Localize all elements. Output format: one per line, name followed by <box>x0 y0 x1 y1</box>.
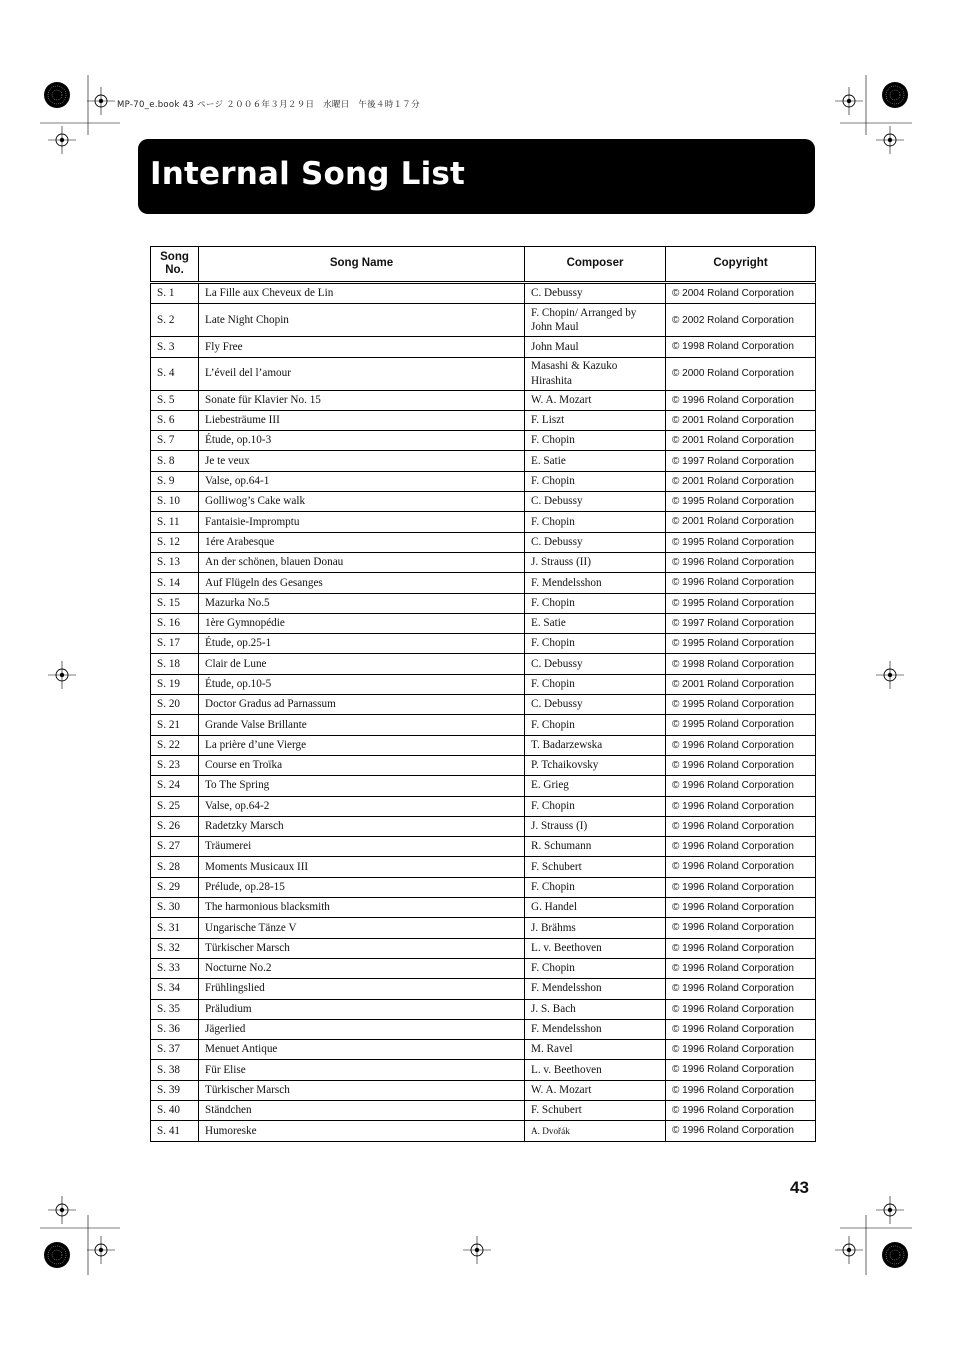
copyright-cell: © 1995 Roland Corporation <box>666 695 816 715</box>
table-row <box>151 471 816 491</box>
table-row <box>151 1019 816 1039</box>
table-row <box>151 755 816 775</box>
table-row <box>151 958 816 978</box>
composer-cell: F. Chopin <box>525 431 666 451</box>
composer-cell: F. Chopin <box>525 674 666 694</box>
copyright-cell: © 1996 Roland Corporation <box>666 390 816 410</box>
table-header-row <box>151 247 816 283</box>
copyright-cell: © 1998 Roland Corporation <box>666 337 816 357</box>
composer-cell: F. Mendelsshon <box>525 573 666 593</box>
song-number-cell: S. 3 <box>151 337 199 357</box>
composer-cell: J. S. Bach <box>525 999 666 1019</box>
song-name-cell: 1ère Gymnopédie <box>199 613 525 633</box>
print-meta-header: MP-70_e.book 43 ページ ２００６年３月２９日 水曜日 午後４時１７分 <box>117 100 420 110</box>
song-name-cell: La Fille aux Cheveux de Lin <box>199 283 525 304</box>
composer-cell: F. Mendelsshon <box>525 979 666 999</box>
copyright-cell: © 1996 Roland Corporation <box>666 1080 816 1100</box>
composer-cell: L. v. Beethoven <box>525 938 666 958</box>
composer-cell: W. A. Mozart <box>525 1080 666 1100</box>
song-name-cell: Türkischer Marsch <box>199 1080 525 1100</box>
song-name-cell: Clair de Lune <box>199 654 525 674</box>
song-name-cell: Sonate für Klavier No. 15 <box>199 390 525 410</box>
table-row <box>151 552 816 572</box>
song-name-cell: Valse, op.64-1 <box>199 471 525 491</box>
song-name-cell: Golliwog’s Cake walk <box>199 492 525 512</box>
song-number-cell: S. 8 <box>151 451 199 471</box>
copyright-cell: © 2004 Roland Corporation <box>666 283 816 304</box>
table-row <box>151 918 816 938</box>
copyright-cell: © 1995 Roland Corporation <box>666 492 816 512</box>
composer-cell: F. Mendelsshon <box>525 1019 666 1039</box>
table-row <box>151 979 816 999</box>
table-row <box>151 431 816 451</box>
composer-cell: C. Debussy <box>525 695 666 715</box>
table-row <box>151 634 816 654</box>
table-row <box>151 715 816 735</box>
copyright-cell: © 2001 Roland Corporation <box>666 471 816 491</box>
composer-cell: F. Schubert <box>525 1100 666 1120</box>
song-name-cell: Fantaisie-Impromptu <box>199 512 525 532</box>
song-number-cell: S. 18 <box>151 654 199 674</box>
table-row <box>151 1121 816 1141</box>
song-number-cell: S. 16 <box>151 613 199 633</box>
table-row <box>151 1040 816 1060</box>
song-name-cell: To The Spring <box>199 776 525 796</box>
song-number-cell: S. 13 <box>151 552 199 572</box>
composer-cell: F. Schubert <box>525 857 666 877</box>
composer-cell: M. Ravel <box>525 1040 666 1060</box>
table-row <box>151 304 816 337</box>
table-row <box>151 837 816 857</box>
song-number-cell: S. 39 <box>151 1080 199 1100</box>
song-name-cell: Radetzky Marsch <box>199 816 525 836</box>
composer-cell: John Maul <box>525 337 666 357</box>
song-number-cell: S. 34 <box>151 979 199 999</box>
song-number-cell: S. 41 <box>151 1121 199 1141</box>
song-name-cell: Étude, op.10-5 <box>199 674 525 694</box>
copyright-cell: © 1996 Roland Corporation <box>666 999 816 1019</box>
song-number-cell: S. 1 <box>151 283 199 304</box>
copyright-cell: © 1996 Roland Corporation <box>666 776 816 796</box>
song-name-cell: Auf Flügeln des Gesanges <box>199 573 525 593</box>
copyright-cell: © 2001 Roland Corporation <box>666 431 816 451</box>
song-list-body <box>151 283 816 1142</box>
composer-cell: F. Chopin <box>525 796 666 816</box>
table-row <box>151 1100 816 1120</box>
song-number-cell: S. 20 <box>151 695 199 715</box>
song-number-cell: S. 2 <box>151 304 199 337</box>
copyright-cell: © 2001 Roland Corporation <box>666 410 816 430</box>
song-number-cell: S. 36 <box>151 1019 199 1039</box>
song-name-cell: Grande Valse Brillante <box>199 715 525 735</box>
song-number-cell: S. 24 <box>151 776 199 796</box>
table-row <box>151 796 816 816</box>
song-name-cell: Mazurka No.5 <box>199 593 525 613</box>
page-title: Internal Song List <box>150 156 466 192</box>
composer-cell: G. Handel <box>525 898 666 918</box>
copyright-cell: © 2001 Roland Corporation <box>666 512 816 532</box>
song-name-cell: Humoreske <box>199 1121 525 1141</box>
song-name-cell: Prélude, op.28-15 <box>199 877 525 897</box>
copyright-cell: © 1997 Roland Corporation <box>666 451 816 471</box>
song-number-cell: S. 6 <box>151 410 199 430</box>
composer-cell: F. Chopin <box>525 634 666 654</box>
song-name-cell: Ungarische Tänze V <box>199 918 525 938</box>
composer-cell: F. Liszt <box>525 410 666 430</box>
table-row <box>151 357 816 390</box>
composer-cell: J. Strauss (II) <box>525 552 666 572</box>
song-number-cell: S. 21 <box>151 715 199 735</box>
copyright-cell: © 2001 Roland Corporation <box>666 674 816 694</box>
composer-cell: F. Chopin <box>525 958 666 978</box>
song-number-cell: S. 28 <box>151 857 199 877</box>
composer-cell: Masashi & Kazuko Hirashita <box>525 357 666 390</box>
song-name-cell: Je te veux <box>199 451 525 471</box>
copyright-cell: © 1996 Roland Corporation <box>666 1100 816 1120</box>
col-header-copyright: Copyright <box>666 247 816 283</box>
song-number-cell: S. 27 <box>151 837 199 857</box>
composer-cell: C. Debussy <box>525 532 666 552</box>
song-number-cell: S. 30 <box>151 898 199 918</box>
song-number-cell: S. 7 <box>151 431 199 451</box>
song-number-cell: S. 40 <box>151 1100 199 1120</box>
table-row <box>151 695 816 715</box>
copyright-cell: © 1996 Roland Corporation <box>666 573 816 593</box>
song-number-cell: S. 4 <box>151 357 199 390</box>
song-name-cell: L’éveil del l’amour <box>199 357 525 390</box>
table-row <box>151 492 816 512</box>
table-row <box>151 776 816 796</box>
copyright-cell: © 1996 Roland Corporation <box>666 1060 816 1080</box>
table-row <box>151 1060 816 1080</box>
table-row <box>151 390 816 410</box>
song-number-cell: S. 12 <box>151 532 199 552</box>
composer-cell: E. Grieg <box>525 776 666 796</box>
page-number: 43 <box>790 1178 809 1197</box>
song-name-cell: Moments Musicaux III <box>199 857 525 877</box>
song-name-cell: Jägerlied <box>199 1019 525 1039</box>
copyright-cell: © 1996 Roland Corporation <box>666 755 816 775</box>
copyright-cell: © 1996 Roland Corporation <box>666 816 816 836</box>
title-banner <box>138 139 815 214</box>
song-number-cell: S. 10 <box>151 492 199 512</box>
copyright-cell: © 1997 Roland Corporation <box>666 613 816 633</box>
copyright-cell: © 1996 Roland Corporation <box>666 877 816 897</box>
copyright-cell: © 2002 Roland Corporation <box>666 304 816 337</box>
copyright-cell: © 2000 Roland Corporation <box>666 357 816 390</box>
copyright-cell: © 1996 Roland Corporation <box>666 796 816 816</box>
copyright-cell: © 1996 Roland Corporation <box>666 857 816 877</box>
song-name-cell: Träumerei <box>199 837 525 857</box>
composer-cell: A. Dvořák <box>525 1121 666 1141</box>
song-number-cell: S. 5 <box>151 390 199 410</box>
song-number-cell: S. 37 <box>151 1040 199 1060</box>
copyright-cell: © 1996 Roland Corporation <box>666 552 816 572</box>
composer-cell: F. Chopin <box>525 471 666 491</box>
copyright-cell: © 1996 Roland Corporation <box>666 958 816 978</box>
song-number-cell: S. 15 <box>151 593 199 613</box>
table-row <box>151 654 816 674</box>
composer-cell: E. Satie <box>525 451 666 471</box>
copyright-cell: © 1995 Roland Corporation <box>666 715 816 735</box>
table-row <box>151 410 816 430</box>
song-name-cell: Menuet Antique <box>199 1040 525 1060</box>
copyright-cell: © 1996 Roland Corporation <box>666 837 816 857</box>
table-row <box>151 532 816 552</box>
song-number-cell: S. 29 <box>151 877 199 897</box>
composer-cell: F. Chopin <box>525 512 666 532</box>
composer-cell: J. Brähms <box>525 918 666 938</box>
song-number-cell: S. 11 <box>151 512 199 532</box>
song-number-cell: S. 19 <box>151 674 199 694</box>
song-number-cell: S. 9 <box>151 471 199 491</box>
copyright-cell: © 1996 Roland Corporation <box>666 1019 816 1039</box>
composer-cell: F. Chopin <box>525 593 666 613</box>
copyright-cell: © 1996 Roland Corporation <box>666 1121 816 1141</box>
song-name-cell: Late Night Chopin <box>199 304 525 337</box>
song-name-cell: Für Elise <box>199 1060 525 1080</box>
song-name-cell: The harmonious blacksmith <box>199 898 525 918</box>
composer-cell: T. Badarzewska <box>525 735 666 755</box>
song-name-cell: Nocturne No.2 <box>199 958 525 978</box>
song-number-cell: S. 25 <box>151 796 199 816</box>
song-name-cell: Ständchen <box>199 1100 525 1120</box>
song-number-cell: S. 14 <box>151 573 199 593</box>
composer-cell: F. Chopin/ Arranged by John Maul <box>525 304 666 337</box>
copyright-cell: © 1996 Roland Corporation <box>666 735 816 755</box>
song-name-cell: Frühlingslied <box>199 979 525 999</box>
table-row <box>151 816 816 836</box>
song-number-cell: S. 17 <box>151 634 199 654</box>
table-row <box>151 593 816 613</box>
song-name-cell: 1ére Arabesque <box>199 532 525 552</box>
composer-cell: C. Debussy <box>525 283 666 304</box>
table-row <box>151 857 816 877</box>
song-name-cell: La prière d’une Vierge <box>199 735 525 755</box>
copyright-cell: © 1995 Roland Corporation <box>666 593 816 613</box>
table-row <box>151 999 816 1019</box>
composer-cell: W. A. Mozart <box>525 390 666 410</box>
table-row <box>151 938 816 958</box>
song-name-cell: An der schönen, blauen Donau <box>199 552 525 572</box>
song-number-cell: S. 26 <box>151 816 199 836</box>
table-row <box>151 735 816 755</box>
song-number-cell: S. 31 <box>151 918 199 938</box>
composer-cell: E. Satie <box>525 613 666 633</box>
copyright-cell: © 1996 Roland Corporation <box>666 898 816 918</box>
song-name-cell: Étude, op.25-1 <box>199 634 525 654</box>
composer-cell: C. Debussy <box>525 492 666 512</box>
composer-cell: F. Chopin <box>525 715 666 735</box>
copyright-cell: © 1996 Roland Corporation <box>666 1040 816 1060</box>
composer-cell: C. Debussy <box>525 654 666 674</box>
col-header-composer: Composer <box>525 247 666 283</box>
song-name-cell: Präludium <box>199 999 525 1019</box>
song-name-cell: Valse, op.64-2 <box>199 796 525 816</box>
composer-cell: P. Tchaikovsky <box>525 755 666 775</box>
song-name-cell: Fly Free <box>199 337 525 357</box>
table-row <box>151 512 816 532</box>
col-header-song-no: Song No. <box>151 247 199 283</box>
composer-cell: L. v. Beethoven <box>525 1060 666 1080</box>
song-name-cell: Course en Troïka <box>199 755 525 775</box>
table-row <box>151 877 816 897</box>
song-number-cell: S. 32 <box>151 938 199 958</box>
col-header-song-name: Song Name <box>199 247 525 283</box>
copyright-cell: © 1995 Roland Corporation <box>666 634 816 654</box>
copyright-cell: © 1998 Roland Corporation <box>666 654 816 674</box>
song-name-cell: Étude, op.10-3 <box>199 431 525 451</box>
table-row <box>151 573 816 593</box>
song-number-cell: S. 33 <box>151 958 199 978</box>
composer-cell: J. Strauss (I) <box>525 816 666 836</box>
copyright-cell: © 1996 Roland Corporation <box>666 979 816 999</box>
copyright-cell: © 1996 Roland Corporation <box>666 938 816 958</box>
composer-cell: F. Chopin <box>525 877 666 897</box>
song-name-cell: Liebesträume III <box>199 410 525 430</box>
song-number-cell: S. 23 <box>151 755 199 775</box>
table-row <box>151 1080 816 1100</box>
table-row <box>151 898 816 918</box>
table-row <box>151 337 816 357</box>
song-name-cell: Doctor Gradus ad Parnassum <box>199 695 525 715</box>
song-number-cell: S. 22 <box>151 735 199 755</box>
song-name-cell: Türkischer Marsch <box>199 938 525 958</box>
table-row <box>151 613 816 633</box>
table-row <box>151 451 816 471</box>
composer-cell: R. Schumann <box>525 837 666 857</box>
copyright-cell: © 1995 Roland Corporation <box>666 532 816 552</box>
copyright-cell: © 1996 Roland Corporation <box>666 918 816 938</box>
song-number-cell: S. 38 <box>151 1060 199 1080</box>
table-row <box>151 283 816 304</box>
song-number-cell: S. 35 <box>151 999 199 1019</box>
table-row <box>151 674 816 694</box>
song-list-table <box>150 246 816 1142</box>
